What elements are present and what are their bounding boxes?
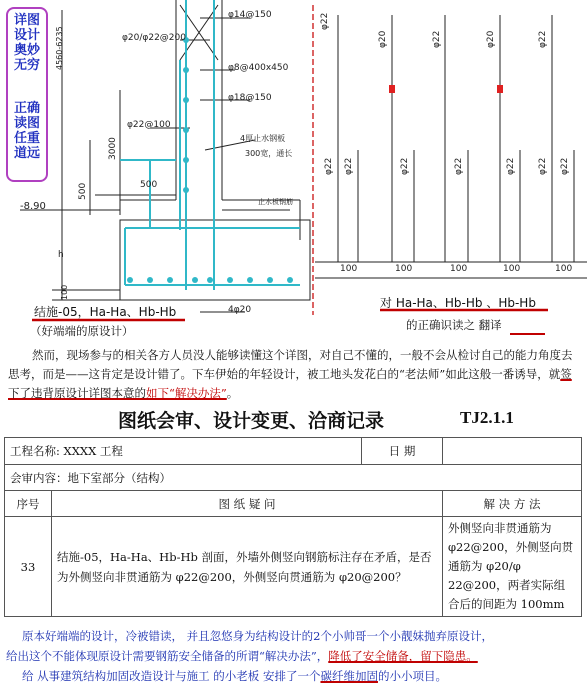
dimension-label: 500 [78, 182, 88, 200]
date-label-cell: 日 期 [362, 438, 443, 465]
rebar-label: 4厚止水钢板 [240, 134, 286, 143]
right-drawing-title: 对 Ha-Ha、Hb-Hb 、Hb-Hb [380, 296, 536, 310]
bar-label: φ22 [560, 157, 570, 175]
rebar-label: φ14@150 [228, 10, 272, 20]
rebar-label: φ18@150 [228, 93, 272, 103]
bar-label: φ22 [538, 30, 548, 48]
bar-label: φ22 [400, 157, 410, 175]
dimension-label: 4560-6235 [55, 26, 64, 70]
left-drawing-subtitle: （好端端的原设计） [30, 324, 134, 338]
rebar-label: 300宽，通长 [245, 149, 293, 158]
side-note-line: 读图 [13, 116, 40, 131]
narrative-highlight: 签下了违背原设计详图本意的 [8, 367, 572, 400]
date-value-cell [443, 438, 582, 465]
row-question: 结施-05，Ha-Ha、Hb-Hb 剖面，外墙外侧竖向钢筋标注存在矛盾，是否为外侧竖向非贯通筋为 φ22@200，外侧竖向贯通筋为 φ20@200？ [52, 517, 443, 617]
record-title: 图纸会审、设计变更、洽商记录 [118, 410, 385, 432]
side-note-line: 正确 [13, 101, 40, 116]
bar-label: φ22 [324, 157, 334, 175]
row-number: 33 [5, 517, 52, 617]
record-code: TJ2.1.1 [460, 408, 514, 427]
side-note-box [6, 7, 48, 182]
header-answer: 解 决 方 法 [443, 491, 582, 517]
side-note-line: 任重 [13, 131, 40, 146]
side-note-line: 无穷 [13, 58, 40, 73]
spacing-label: 100 [450, 264, 468, 274]
content-cell: 会审内容：地下室部分（结构） [5, 465, 582, 491]
bottom-line-2b: 降低了安全储备，留下隐患。 [328, 649, 478, 663]
bar-label: φ22 [506, 157, 516, 175]
side-note-line: 详图 [13, 13, 40, 28]
bottom-line-3c: 的小小项目。 [377, 669, 447, 683]
spacing-label: 100 [503, 264, 521, 274]
bar-label: φ22 [320, 12, 330, 30]
rebar-label: φ20/φ22@200 [122, 33, 186, 43]
bottom-line-3 [6, 666, 582, 686]
narrative-highlight-red: 如下“解决办法” [146, 386, 227, 400]
project-row [5, 438, 582, 465]
rebar-label: 4φ20 [228, 305, 252, 315]
bottom-line-3a: 给 从事建筑结构加固改造设计与施工 的小老板 安排了一个 [22, 669, 321, 683]
dimension-label: 100 [60, 284, 69, 300]
narrative-text: 然而，现场参与的相关各方人员没人能够读懂这个详图，对自己不懂的，一般不会从检讨自己的能力角度去思考，而是——这肯定是设计错了。下车伊始的年轻设计，被工地头发花白的“老法师”如此这般一番诱导，就 [8, 348, 573, 381]
side-note-line: 设计 [13, 28, 40, 43]
content-row [5, 465, 582, 491]
narrative-end: 。 [226, 386, 239, 400]
bar-label: φ22 [454, 157, 464, 175]
record-heading [0, 404, 587, 434]
header-row [5, 491, 582, 517]
bottom-line-2a: 给出这个不能体现原设计需要钢筋安全储备的所谓“解决办法”， [6, 649, 329, 663]
right-drawing-subtitle: 的正确识读之 翻译 [406, 318, 502, 332]
elevation-label: -8.90 [20, 201, 46, 212]
bar-label: φ22 [538, 157, 548, 175]
table-row [5, 517, 582, 617]
dimension-label: 500 [140, 180, 158, 190]
spacing-label: 100 [395, 264, 413, 274]
narrative-paragraph [8, 346, 578, 403]
rebar-label: φ22@100 [127, 120, 171, 130]
header-no: 序号 [5, 491, 52, 517]
spacing-label: 100 [340, 264, 358, 274]
bottom-line-3b: 碳纤维加固 [320, 669, 378, 683]
rebar-label: φ8@400x450 [228, 63, 289, 73]
bar-label: φ22 [344, 157, 354, 175]
side-note-line: 奥妙 [13, 43, 40, 58]
bar-label: φ20 [378, 30, 388, 48]
review-record-table [4, 437, 582, 617]
rebar-label: 止水板钢筋 [258, 198, 293, 206]
spacing-label: 100 [555, 264, 573, 274]
side-note-line: 道远 [13, 146, 40, 161]
project-name-cell: 工程名称: XXXX 工程 [5, 438, 362, 465]
bar-label: φ20 [486, 30, 496, 48]
bar-label: φ22 [432, 30, 442, 48]
row-answer: 外侧竖向非贯通筋为 φ22@200，外侧竖向贯通筋为 φ20/φ 22@200，两者实际组合后的间距为 100mm [443, 517, 582, 617]
header-question: 图 纸 疑 问 [52, 491, 443, 517]
dimension-label: h [58, 250, 64, 260]
bottom-line-1: 原本好端端的设计，冷被错读， 并且忽悠身为结构设计的2个小帅哥一个小靓妹抛弃原设计， [22, 629, 493, 643]
dimension-label: 3000 [108, 137, 118, 160]
left-drawing-title: 结施-05，Ha-Ha、Hb-Hb [34, 305, 177, 319]
bottom-line-2 [6, 646, 582, 666]
